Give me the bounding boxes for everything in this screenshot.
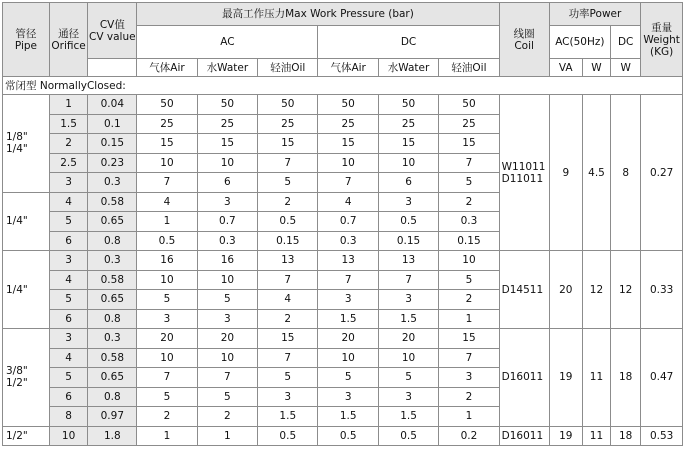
ac-air-cell: 2: [137, 407, 197, 427]
cv-cell: 0.04: [88, 95, 137, 115]
dc-air-cell: 4: [318, 192, 378, 212]
valve-spec-table: [2, 2, 683, 446]
dc-oil-cell: 2: [439, 290, 499, 310]
dc-oil-cell: 0.15: [439, 231, 499, 251]
cv-cell: 0.8: [88, 387, 137, 407]
dc-water-cell: 15: [378, 134, 438, 154]
pipe-size: 1/2": [6, 429, 28, 442]
table-row: [3, 426, 683, 446]
va-header: VA: [549, 59, 582, 77]
ac-water-cell: 50: [197, 95, 257, 115]
orifice-header: 通径 Orifice: [49, 3, 88, 77]
dc-water-cell: 0.5: [378, 212, 438, 232]
pipe-size: 3/8": [6, 365, 28, 378]
table-row: [3, 251, 683, 271]
ac-water-cell: 10: [197, 270, 257, 290]
va-cell: 19: [549, 426, 582, 446]
dc-water-cell: 3: [378, 387, 438, 407]
pipe-cell: [3, 95, 50, 193]
dc-air-cell: 10: [318, 348, 378, 368]
ac-water-cell: 5: [197, 290, 257, 310]
ac-air-cell: 10: [137, 270, 197, 290]
ac-oil-cell: 13: [258, 251, 318, 271]
ac-air-cell: 1: [137, 426, 197, 446]
w-cell: 11: [582, 329, 610, 427]
ac-water-cell: 0.3: [197, 231, 257, 251]
pipe-size: 1/4": [6, 143, 28, 156]
dc-air-cell: 1.5: [318, 309, 378, 329]
ac-water-cell: 6: [197, 173, 257, 193]
weight-header: 重量 Weight (KG): [641, 3, 683, 77]
dc-water-header: 水Water: [378, 59, 438, 77]
dc-air-cell: 10: [318, 153, 378, 173]
dc-water-cell: 0.15: [378, 231, 438, 251]
weight-cell: 0.33: [641, 251, 683, 329]
orifice-cell: 8: [49, 407, 88, 427]
cv-header: CV值 CV value: [88, 3, 137, 59]
table-row: [3, 95, 683, 115]
dc-air-header: 气体Air: [318, 59, 378, 77]
dc-water-cell: 3: [378, 290, 438, 310]
dc-oil-cell: 1: [439, 309, 499, 329]
cv-cell: 0.23: [88, 153, 137, 173]
ac-water-cell: 10: [197, 348, 257, 368]
dc-oil-cell: 7: [439, 348, 499, 368]
va-cell: 19: [549, 329, 582, 427]
ac-oil-cell: 7: [258, 270, 318, 290]
dc-air-cell: 1.5: [318, 407, 378, 427]
dc-air-cell: 5: [318, 368, 378, 388]
w-cell: 4.5: [582, 95, 610, 251]
cv-cell: 0.8: [88, 309, 137, 329]
orifice-cell: 4: [49, 270, 88, 290]
ac-water-cell: 15: [197, 134, 257, 154]
orifice-cell: 2.5: [49, 153, 88, 173]
ac-water-cell: 5: [197, 387, 257, 407]
w-cell: 11: [582, 426, 610, 446]
ac-air-cell: 4: [137, 192, 197, 212]
coil-model: D11011: [501, 172, 544, 185]
dc-air-cell: 25: [318, 114, 378, 134]
pipe-cell: [3, 251, 50, 329]
dc-water-cell: 0.5: [378, 426, 438, 446]
table-row: [3, 329, 683, 349]
dc-air-cell: 0.5: [318, 426, 378, 446]
dc-water-cell: 25: [378, 114, 438, 134]
orifice-cell: 5: [49, 368, 88, 388]
ac-water-cell: 3: [197, 309, 257, 329]
ac-air-cell: 16: [137, 251, 197, 271]
cv-cell: 0.65: [88, 290, 137, 310]
ac-water-cell: 7: [197, 368, 257, 388]
coil-header: 线圈 Coil: [499, 3, 549, 77]
ac-oil-cell: 0.15: [258, 231, 318, 251]
dc-oil-cell: 10: [439, 251, 499, 271]
dc-oil-header: 轻油Oil: [439, 59, 499, 77]
ac-oil-cell: 1.5: [258, 407, 318, 427]
orifice-cell: 2: [49, 134, 88, 154]
orifice-cell: 4: [49, 192, 88, 212]
dc-water-cell: 10: [378, 153, 438, 173]
cv-cell: 0.58: [88, 192, 137, 212]
orifice-cell: 1: [49, 95, 88, 115]
coil-model: D14511: [501, 283, 544, 296]
dc-power-header: DC: [611, 26, 641, 59]
ac-air-cell: 3: [137, 309, 197, 329]
dc-water-cell: 7: [378, 270, 438, 290]
dc-oil-cell: 0.3: [439, 212, 499, 232]
dc-water-cell: 13: [378, 251, 438, 271]
ac-air-cell: 5: [137, 387, 197, 407]
cv-cell: 0.8: [88, 231, 137, 251]
dc-oil-cell: 2: [439, 192, 499, 212]
cv-cell: 0.58: [88, 270, 137, 290]
w-header: W: [582, 59, 610, 77]
dc-oil-cell: 3: [439, 368, 499, 388]
ac-water-cell: 1: [197, 426, 257, 446]
cv-cell: 0.65: [88, 368, 137, 388]
orifice-cell: 3: [49, 329, 88, 349]
dc-air-cell: 15: [318, 134, 378, 154]
ac-oil-cell: 2: [258, 192, 318, 212]
orifice-cell: 1.5: [49, 114, 88, 134]
ac-oil-cell: 0.5: [258, 212, 318, 232]
va-cell: 20: [549, 251, 582, 329]
ac-air-cell: 7: [137, 173, 197, 193]
orifice-cell: 10: [49, 426, 88, 446]
dc-air-cell: 0.7: [318, 212, 378, 232]
pipe-size: 1/8": [6, 131, 28, 144]
dc-oil-cell: 0.2: [439, 426, 499, 446]
table-body: [3, 95, 683, 446]
ac-oil-cell: 50: [258, 95, 318, 115]
cv-header-blank: [88, 59, 137, 77]
ac-water-cell: 16: [197, 251, 257, 271]
section-label: 常闭型 NormallyClosed:: [3, 77, 683, 95]
ac-water-cell: 3: [197, 192, 257, 212]
ac-water-cell: 20: [197, 329, 257, 349]
ac-oil-header: 轻油Oil: [258, 59, 318, 77]
dc-water-cell: 3: [378, 192, 438, 212]
coil-model: D16011: [501, 429, 544, 442]
cv-cell: 0.1: [88, 114, 137, 134]
ac-oil-cell: 3: [258, 387, 318, 407]
dc-water-cell: 1.5: [378, 309, 438, 329]
coil-model: W11011: [501, 160, 546, 173]
dc-air-cell: 3: [318, 387, 378, 407]
orifice-cell: 3: [49, 173, 88, 193]
ac-air-cell: 10: [137, 153, 197, 173]
dc-oil-cell: 5: [439, 173, 499, 193]
pipe-size: 1/2": [6, 377, 28, 390]
dc-oil-cell: 25: [439, 114, 499, 134]
ac-air-cell: 25: [137, 114, 197, 134]
cv-cell: 0.97: [88, 407, 137, 427]
dc-air-cell: 3: [318, 290, 378, 310]
cv-cell: 0.3: [88, 173, 137, 193]
dc-water-cell: 1.5: [378, 407, 438, 427]
coil-cell: [499, 95, 549, 251]
ac-air-cell: 10: [137, 348, 197, 368]
dc-air-cell: 13: [318, 251, 378, 271]
pressure-header: 最高工作压力Max Work Pressure (bar): [137, 3, 499, 26]
ac-oil-cell: 5: [258, 368, 318, 388]
pipe-cell: [3, 329, 50, 427]
ac-oil-cell: 15: [258, 329, 318, 349]
w-cell: 12: [582, 251, 610, 329]
orifice-cell: 6: [49, 309, 88, 329]
dc-air-cell: 7: [318, 173, 378, 193]
dc-air-cell: 50: [318, 95, 378, 115]
dc-air-cell: 7: [318, 270, 378, 290]
dc-air-cell: 20: [318, 329, 378, 349]
cv-cell: 0.65: [88, 212, 137, 232]
orifice-cell: 4: [49, 348, 88, 368]
w-dc-header: W: [611, 59, 641, 77]
ac-oil-cell: 0.5: [258, 426, 318, 446]
weight-cell: 0.27: [641, 95, 683, 251]
ac-air-cell: 1: [137, 212, 197, 232]
pipe-size: 1/4": [6, 215, 28, 228]
ac-oil-cell: 25: [258, 114, 318, 134]
dc-header: DC: [318, 26, 499, 59]
orifice-cell: 5: [49, 290, 88, 310]
ac-air-cell: 7: [137, 368, 197, 388]
dc-oil-cell: 50: [439, 95, 499, 115]
cv-cell: 1.8: [88, 426, 137, 446]
ac-oil-cell: 5: [258, 173, 318, 193]
ac-air-cell: 15: [137, 134, 197, 154]
dc-oil-cell: 15: [439, 329, 499, 349]
dc-oil-cell: 15: [439, 134, 499, 154]
section-row: [3, 77, 683, 95]
dc-air-cell: 0.3: [318, 231, 378, 251]
ac-air-header: 气体Air: [137, 59, 197, 77]
ac-air-cell: 5: [137, 290, 197, 310]
ac-water-cell: 25: [197, 114, 257, 134]
orifice-cell: 3: [49, 251, 88, 271]
ac-oil-cell: 15: [258, 134, 318, 154]
dc-oil-cell: 7: [439, 153, 499, 173]
dc-oil-cell: 5: [439, 270, 499, 290]
ac-oil-cell: 7: [258, 153, 318, 173]
cv-cell: 0.3: [88, 329, 137, 349]
pipe-cell: [3, 192, 50, 251]
ac-water-cell: 2: [197, 407, 257, 427]
header-row-1: [3, 3, 683, 26]
pipe-cell: [3, 426, 50, 446]
ac-oil-cell: 4: [258, 290, 318, 310]
dc-oil-cell: 1: [439, 407, 499, 427]
va-cell: 9: [549, 95, 582, 251]
header-row-3: [3, 59, 683, 77]
power-header: 功率Power: [549, 3, 641, 26]
dc-oil-cell: 2: [439, 387, 499, 407]
pipe-header: 管径 Pipe: [3, 3, 50, 77]
dc-water-cell: 10: [378, 348, 438, 368]
orifice-cell: 6: [49, 231, 88, 251]
dc-w-cell: 8: [611, 95, 641, 251]
dc-water-cell: 5: [378, 368, 438, 388]
coil-model: D16011: [501, 371, 544, 384]
ac-water-cell: 0.7: [197, 212, 257, 232]
ac-air-cell: 50: [137, 95, 197, 115]
dc-water-cell: 50: [378, 95, 438, 115]
ac-air-cell: 20: [137, 329, 197, 349]
ac-header: AC: [137, 26, 318, 59]
ac-oil-cell: 7: [258, 348, 318, 368]
coil-cell: [499, 426, 549, 446]
coil-cell: [499, 251, 549, 329]
cv-cell: 0.3: [88, 251, 137, 271]
orifice-cell: 5: [49, 212, 88, 232]
ac-air-cell: 0.5: [137, 231, 197, 251]
dc-water-cell: 6: [378, 173, 438, 193]
coil-cell: [499, 329, 549, 427]
dc-water-cell: 20: [378, 329, 438, 349]
dc-w-cell: 18: [611, 426, 641, 446]
ac-water-header: 水Water: [197, 59, 257, 77]
ac50-header: AC(50Hz): [549, 26, 610, 59]
cv-cell: 0.58: [88, 348, 137, 368]
pipe-size: 1/4": [6, 283, 28, 296]
ac-water-cell: 10: [197, 153, 257, 173]
dc-w-cell: 12: [611, 251, 641, 329]
cv-cell: 0.15: [88, 134, 137, 154]
orifice-cell: 6: [49, 387, 88, 407]
ac-oil-cell: 2: [258, 309, 318, 329]
weight-cell: 0.53: [641, 426, 683, 446]
dc-w-cell: 18: [611, 329, 641, 427]
weight-cell: 0.47: [641, 329, 683, 427]
